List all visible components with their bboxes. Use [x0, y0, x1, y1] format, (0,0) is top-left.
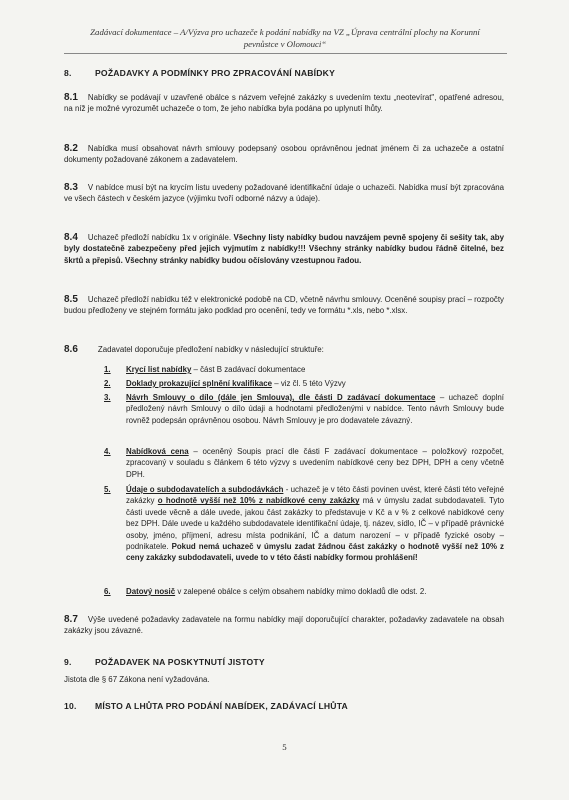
paragraph-8-6 [64, 344, 504, 355]
section-number: 10. [64, 701, 77, 711]
list-item-bold-note: Pokud nemá uchazeč v úmyslu zadat žádnou část zakázky o hodnotě vyšší než 10% z ceny zakázky subdodavateli, uvede to v této části nabídky formou prohlášení! [126, 542, 504, 563]
paragraph-number: 8.5 [64, 294, 78, 305]
section-title: MÍSTO A LHŮTA PRO PODÁNÍ NABÍDEK, ZADÁVACÍ LHŮTA [95, 701, 348, 711]
list-item-title: Nabídková cena [126, 447, 189, 456]
section-number: 9. [64, 657, 72, 667]
list-item-text: – viz čl. 5 této Výzvy [272, 379, 346, 388]
list-item-title: Datový nosič [126, 587, 176, 596]
paragraph-8-3 [64, 182, 504, 205]
list-item-text: - uchazeč je v této části povinen uvést, které části této veřejné zakázky [126, 485, 505, 506]
list-item-text-continued: má v úmyslu zadat subdodavateli. Tyto části uvede věcně a dále uvede, jakou část zakázky to představuje v Kč a v % z celkové nabídkové ceny bez DPH. Dále uvede u každého subdodavatele identifikační údaje, tj. název, sídlo, IČ – v případě právnické osoby, jméno, příjmení, adresu místa podnikání, IČ a datum narození – v případě fyzické osoby – podnikatele. [126, 496, 504, 552]
paragraph-text: Nabídky se podávají v uzavřené obálce s názvem veřejné zakázky s uvedením textu „neotevírat", opatřené adresou, na níž je možné vyrozumět uchazeče o tom, že jeho nabídka byla podána po uplynutí lhůty. [64, 93, 504, 114]
section-9-text: Jistota dle § 67 Zákona není vyžadována. [64, 675, 210, 684]
paragraph-text: Výše uvedené požadavky zadavatele na formu nabídky mají doporučující charakter, požadavky zadavatele na obsah zakázky jsou závazné. [64, 615, 504, 636]
header-rule [64, 53, 507, 54]
paragraph-8-5 [64, 294, 504, 317]
paragraph-number: 8.3 [64, 182, 78, 193]
paragraph-text: V nabídce musí být na krycím listu uvedeny požadované identifikační údaje o uchazeči. Nabídka musí být zpracována ve všech částech v českém jazyce (výjimku tvoří odborné názvy a údaje). [64, 183, 504, 204]
paragraph-number: 8.6 [64, 344, 78, 355]
page-header [70, 26, 500, 50]
paragraph-bold-text: Všechny listy nabídky budou navzájem pevně spojeny či sešity tak, aby byly dostatečně zabezpečeny před jejich vyjmutím z nabídky!!! Všechny stránky nabídky budou řádně čitelné, bez škrtů a přepisů. Všechny stránky nabídky budou očíslovány vzestupnou řadou. [64, 233, 504, 265]
paragraph-number: 8.2 [64, 143, 78, 154]
paragraph-number: 8.1 [64, 92, 78, 103]
paragraph-8-2 [64, 143, 504, 166]
paragraph-8-7 [64, 614, 504, 637]
list-item-title: Údaje o subdodavatelích a subdodávkách [126, 485, 284, 494]
paragraph-8-4 [64, 232, 504, 266]
paragraph-number: 8.4 [64, 232, 78, 243]
list-item-number: 1. [104, 365, 111, 374]
paragraph-text: Nabídka musí obsahovat návrh smlouvy podepsaný osobou oprávněnou jednat jménem či za uchazeče a ostatní dokumenty požadované zákonem a zadavatelem. [64, 144, 504, 165]
list-item-title: Doklady prokazující splnění kvalifikace [126, 379, 273, 388]
list-item-number: 6. [104, 587, 111, 596]
section-title: POŽADAVKY A PODMÍNKY PRO ZPRACOVÁNÍ NABÍDKY [95, 68, 336, 78]
paragraph-text: Uchazeč předloží nabídku 1x v originále. [87, 233, 232, 242]
header-line-2: pevnůstce v Olomouci“ [243, 39, 327, 49]
list-item-number: 2. [104, 379, 111, 388]
paragraph-8-1 [64, 92, 504, 115]
list-item-number: 4. [104, 447, 111, 456]
list-item-text: – uchazeč doplní předložený návrh Smlouvy o dílo údaji a hodnotami předloženými v nabídce. Tento návrh Smlouvy bude rovněž podepsán oprávněnou osobou. Návrh Smlouvy je pro dodavatele závazný. [126, 393, 504, 425]
list-item-text: v zalepené obálce s celým obsahem nabídky mimo dokladů dle odst. 2. [175, 587, 427, 596]
list-item-title: Návrh Smlouvy o dílo (dále jen Smlouva), dle části D zadávací dokumentace [126, 393, 436, 402]
paragraph-text: Zadavatel doporučuje předložení nabídky v následující struktuře: [97, 345, 324, 354]
header-line-1: Zadávací dokumentace – A/Výzva pro uchazeče k podání nabídky na VZ „Úprava centrální plochy na Korunní [90, 27, 480, 37]
list-item-number: 3. [104, 393, 111, 402]
paragraph-text: Uchazeč předloží nabídku též v elektronické podobě na CD, včetně návrhu smlouvy. Oceněné soupisy prací – rozpočty budou předloženy ve stejném formátu jako podklad pro ocenění, tedy ve formátu *.xls, nebo *.xlsx. [64, 295, 504, 316]
section-number: 8. [64, 68, 72, 78]
page-number: 5 [282, 742, 287, 752]
section-title: POŽADAVEK NA POSKYTNUTÍ JISTOTY [95, 657, 265, 667]
list-item-title: Krycí list nabídky [126, 365, 192, 374]
list-item-text: – část B zadávací dokumentace [191, 365, 306, 374]
paragraph-number: 8.7 [64, 614, 78, 625]
list-item-number: 5. [104, 485, 111, 494]
list-item-text: – oceněný Soupis prací dle části F zadávací dokumentace – položkový rozpočet, zpracovaný v souladu s článkem 6 této výzvy s uvedením nabídkové ceny bez DPH, DPH a ceny včetně DPH. [126, 447, 504, 479]
list-item-emphasis: o hodnotě vyšší než 10% z nabídkové ceny zakázky [157, 496, 360, 506]
